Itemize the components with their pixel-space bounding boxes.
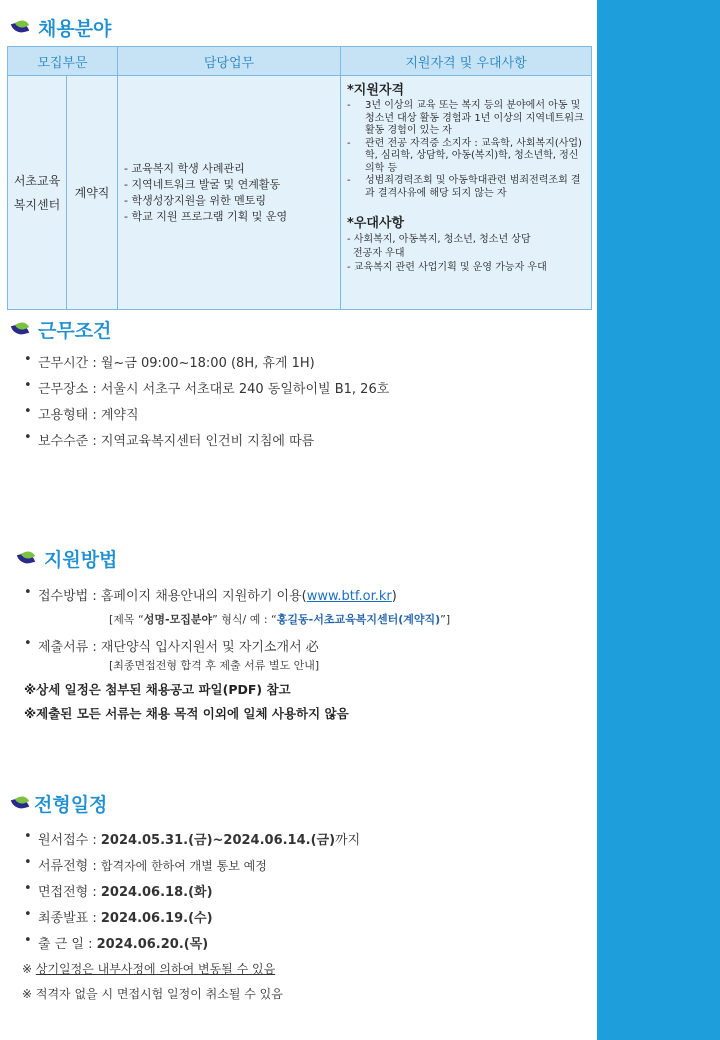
apply-list [22,585,397,604]
org-cell: 서초교육 복지센터 [8,76,67,310]
list-item: • 보수수준 : 지역교육복지센터 인건비 지침에 따름 [24,430,315,449]
recruit-table [7,46,592,310]
list-item: • 근무시간 : 월~금 09:00~18:00 (8H, 휴게 1H) [24,352,315,371]
list-item: • 원서접수 : 2024.05.31.(금)~2024.06.14.(금)까지 [24,829,361,848]
schedule-list [22,829,360,959]
list-item: • 접수방법 : 홈페이지 채용안내의 지원하기 이용(www.btf.or.kr) [24,585,397,604]
qual-cell: *지원자격 - 3년 이상의 교육 또는 복지 등의 분야에서 아동 및 청소년 대상 활동 경험과 1년 이상의 지역네트워크 활동 경험이 있는 자 - 관련 전공 자격증 소지자 : 교육학, 사회복지(사업)학, 심리학, 상담학, 아동(복지)학, 청소년학, 정신의학 등 - 성범죄경력조회 및 아동학대관련 범죄전력조회 결과 결격사유에 해당 되지 않는 자 *우대사항 - 사회복지, 아동복지, 청소년, 청소년 상담 전공자 우대 - 교육복지 관련 사업기획 및 운영 가능자 우대 [341,76,592,310]
leaf-icon [16,550,38,568]
section-title-field: 채용분야 [10,14,111,41]
list-item: • 출 근 일 : 2024.06.20.(목) [24,933,209,952]
list-item: • 면접전형 : 2024.06.18.(화) [24,881,213,900]
title-format-note: [제목 “성명-모집분야” 형식/ 예 : “홍길동-서초교육복지센터(계약직)”] [109,613,451,626]
header-qual: 지원자격 및 우대사항 [341,47,592,76]
right-sidebar [597,0,720,1040]
homepage-link[interactable]: www.btf.or.kr [306,589,392,604]
docs-note: [최종면접전형 합격 후 제출 서류 별도 안내] [109,659,320,672]
list-item: • 고용형태 : 계약직 [24,404,139,423]
privacy-note: ※제출된 모든 서류는 채용 목적 이외에 일체 사용하지 않음 [24,706,349,721]
schedule-change-note: ※ 상기일정은 내부사정에 의하여 변동될 수 있음 [22,962,276,976]
leaf-icon [10,321,32,339]
type-cell: 계약직 [67,76,118,310]
duty-cell: - 교육복지 학생 사례관리 - 지역네트워크 발굴 및 연계활동 - 학생성장지원을 위한 멘토링 - 학교 지원 프로그램 기획 및 운영 [118,76,341,310]
section-title-conditions: 근무조건 [10,316,111,343]
detail-note: ※상세 일정은 첨부된 채용공고 파일(PDF) 참고 [24,682,291,697]
docs-list [22,636,319,655]
list-item: • 최종발표 : 2024.06.19.(수) [24,907,213,926]
list-item: • 서류전형 : 합격자에 한하여 개별 통보 예정 [24,855,267,874]
header-field: 모집부문 [8,47,118,76]
section-title-apply: 지원방법 [16,545,117,572]
section-title-schedule: 전형일정 [10,790,107,817]
leaf-icon [10,19,32,37]
list-item: • 제출서류 : 재단양식 입사지원서 및 자기소개서 必 [24,636,319,655]
header-duty: 담당업무 [118,47,341,76]
list-item: • 근무장소 : 서울시 서초구 서초대로 240 동일하이빌 B1, 26호 [24,378,390,397]
leaf-icon [10,795,32,813]
schedule-cancel-note: ※ 적격자 없을 시 면접시험 일정이 취소될 수 있음 [22,987,283,1001]
conditions-list [22,352,389,456]
